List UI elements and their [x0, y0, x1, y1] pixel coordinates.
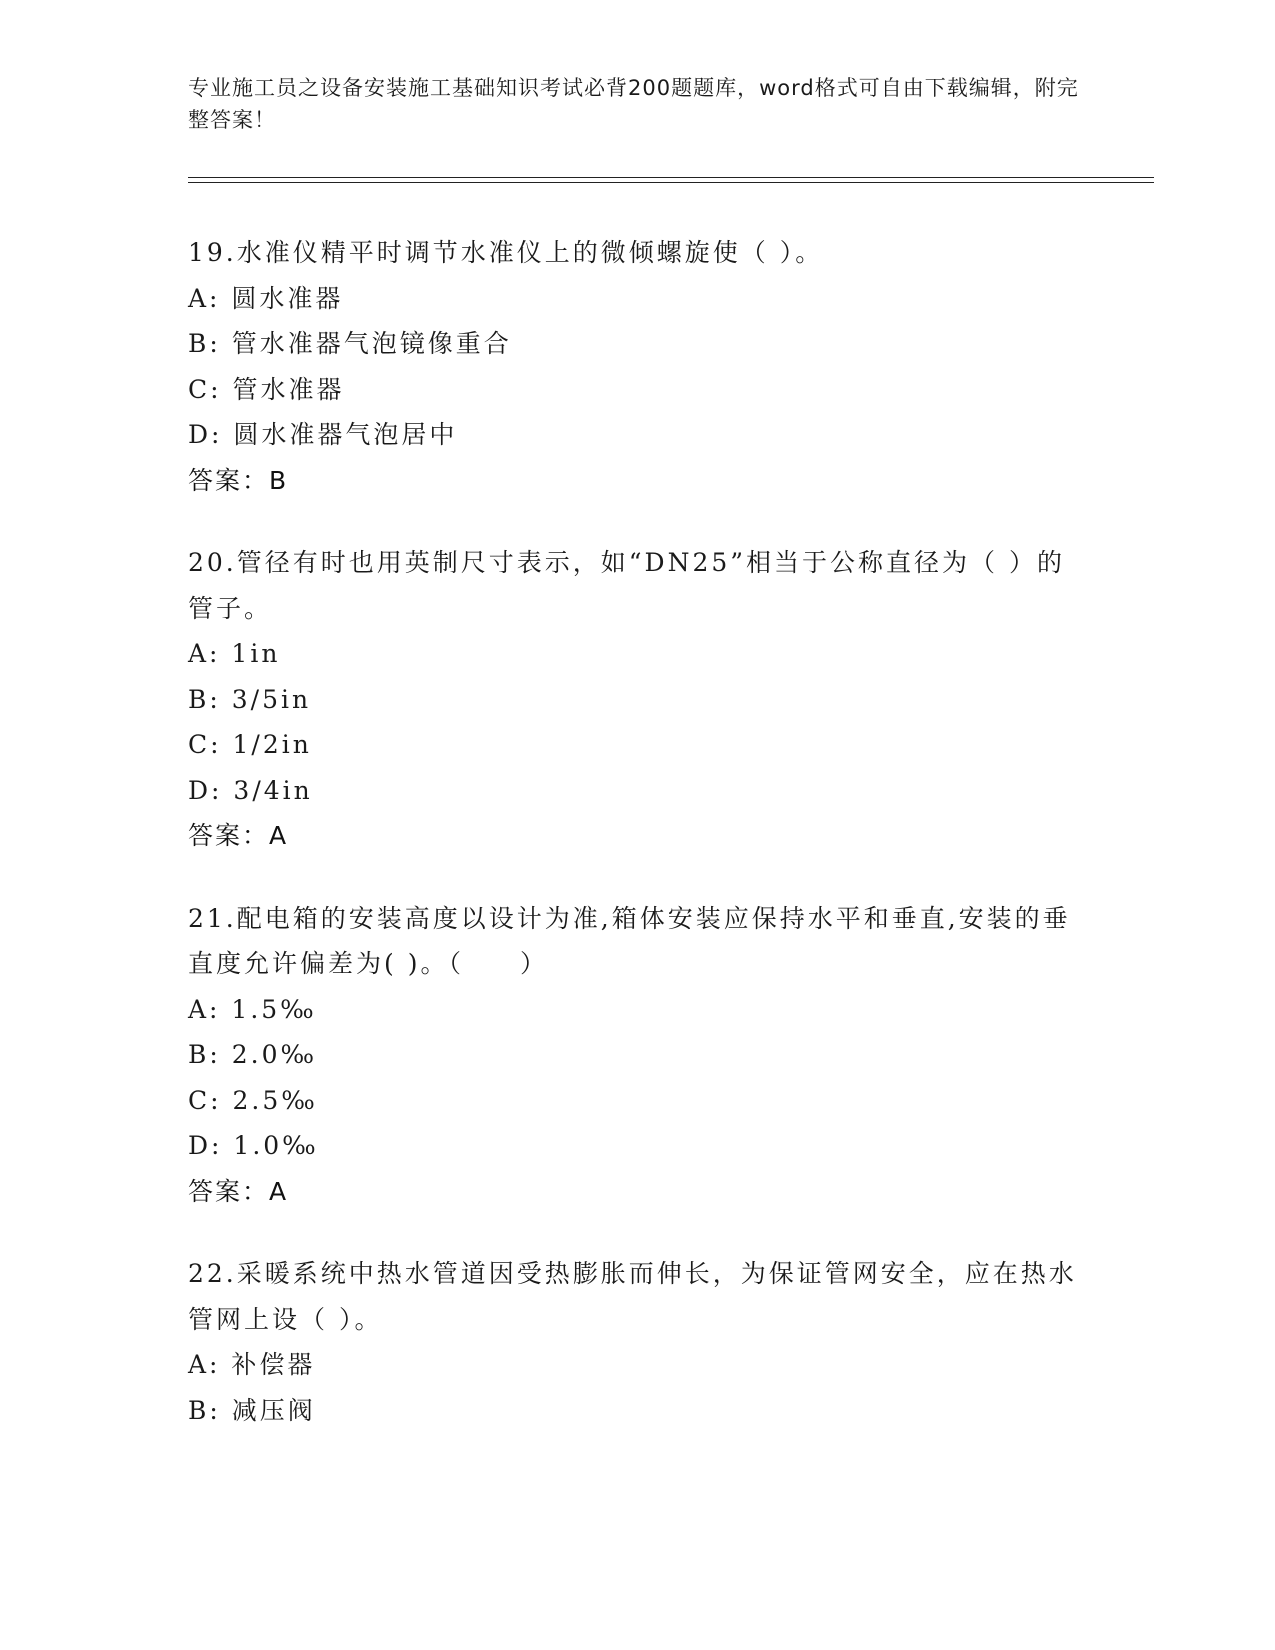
option-d: D: 1.0‰ [188, 1131, 319, 1160]
answer: 答案：B [188, 465, 289, 495]
answer: 答案：A [188, 1176, 289, 1206]
question-text: 21.配电箱的安装高度以设计为准,箱体安装应保持水平和垂直,安装的垂直度允许偏差为( )。（ ） [188, 903, 1071, 978]
option-b: B: 管水准器气泡镜像重合 [188, 329, 512, 358]
answer: 答案：A [188, 821, 289, 850]
option-c: C: 1/2in [188, 730, 312, 759]
header-divider-bottom [188, 182, 1154, 183]
question-text: 22.采暖系统中热水管道因受热膨胀而伸长，为保证管网安全，应在热水管网上设（ ）。 [188, 1259, 1077, 1334]
option-d: D: 3/4in [188, 775, 313, 805]
option-a: A: 圆水准器 [188, 283, 344, 313]
question-text: 19.水准仪精平时调节水准仪上的微倾螺旋使（ ）。 [188, 238, 824, 267]
question-20 [188, 540, 1088, 859]
option-b: B: 3/5in [188, 684, 312, 714]
option-c: C: 2.5‰ [188, 1085, 318, 1115]
option-a: A: 补偿器 [188, 1350, 316, 1379]
option-a: A: 1in [188, 639, 281, 668]
option-d: D: 圆水准器气泡居中 [188, 420, 458, 449]
option-b: B: 2.0‰ [188, 1040, 318, 1069]
question-list [188, 230, 1088, 1470]
question-21 [188, 896, 1088, 1215]
question-text: 20.管径有时也用英制尺寸表示，如“DN25”相当于公称直径为（ ）的管子。 [188, 548, 1065, 623]
document-header: 专业施工员之设备安装施工基础知识考试必背200题题库，word格式可自由下载编辑，附完整答案！ [188, 76, 1079, 132]
header-divider-top [188, 177, 1154, 178]
option-a: A: 1.5‰ [188, 994, 317, 1024]
question-19 [188, 230, 1088, 503]
option-b: B: 减压阀 [188, 1395, 316, 1425]
question-22 [188, 1251, 1088, 1433]
option-c: C: 管水准器 [188, 374, 345, 404]
